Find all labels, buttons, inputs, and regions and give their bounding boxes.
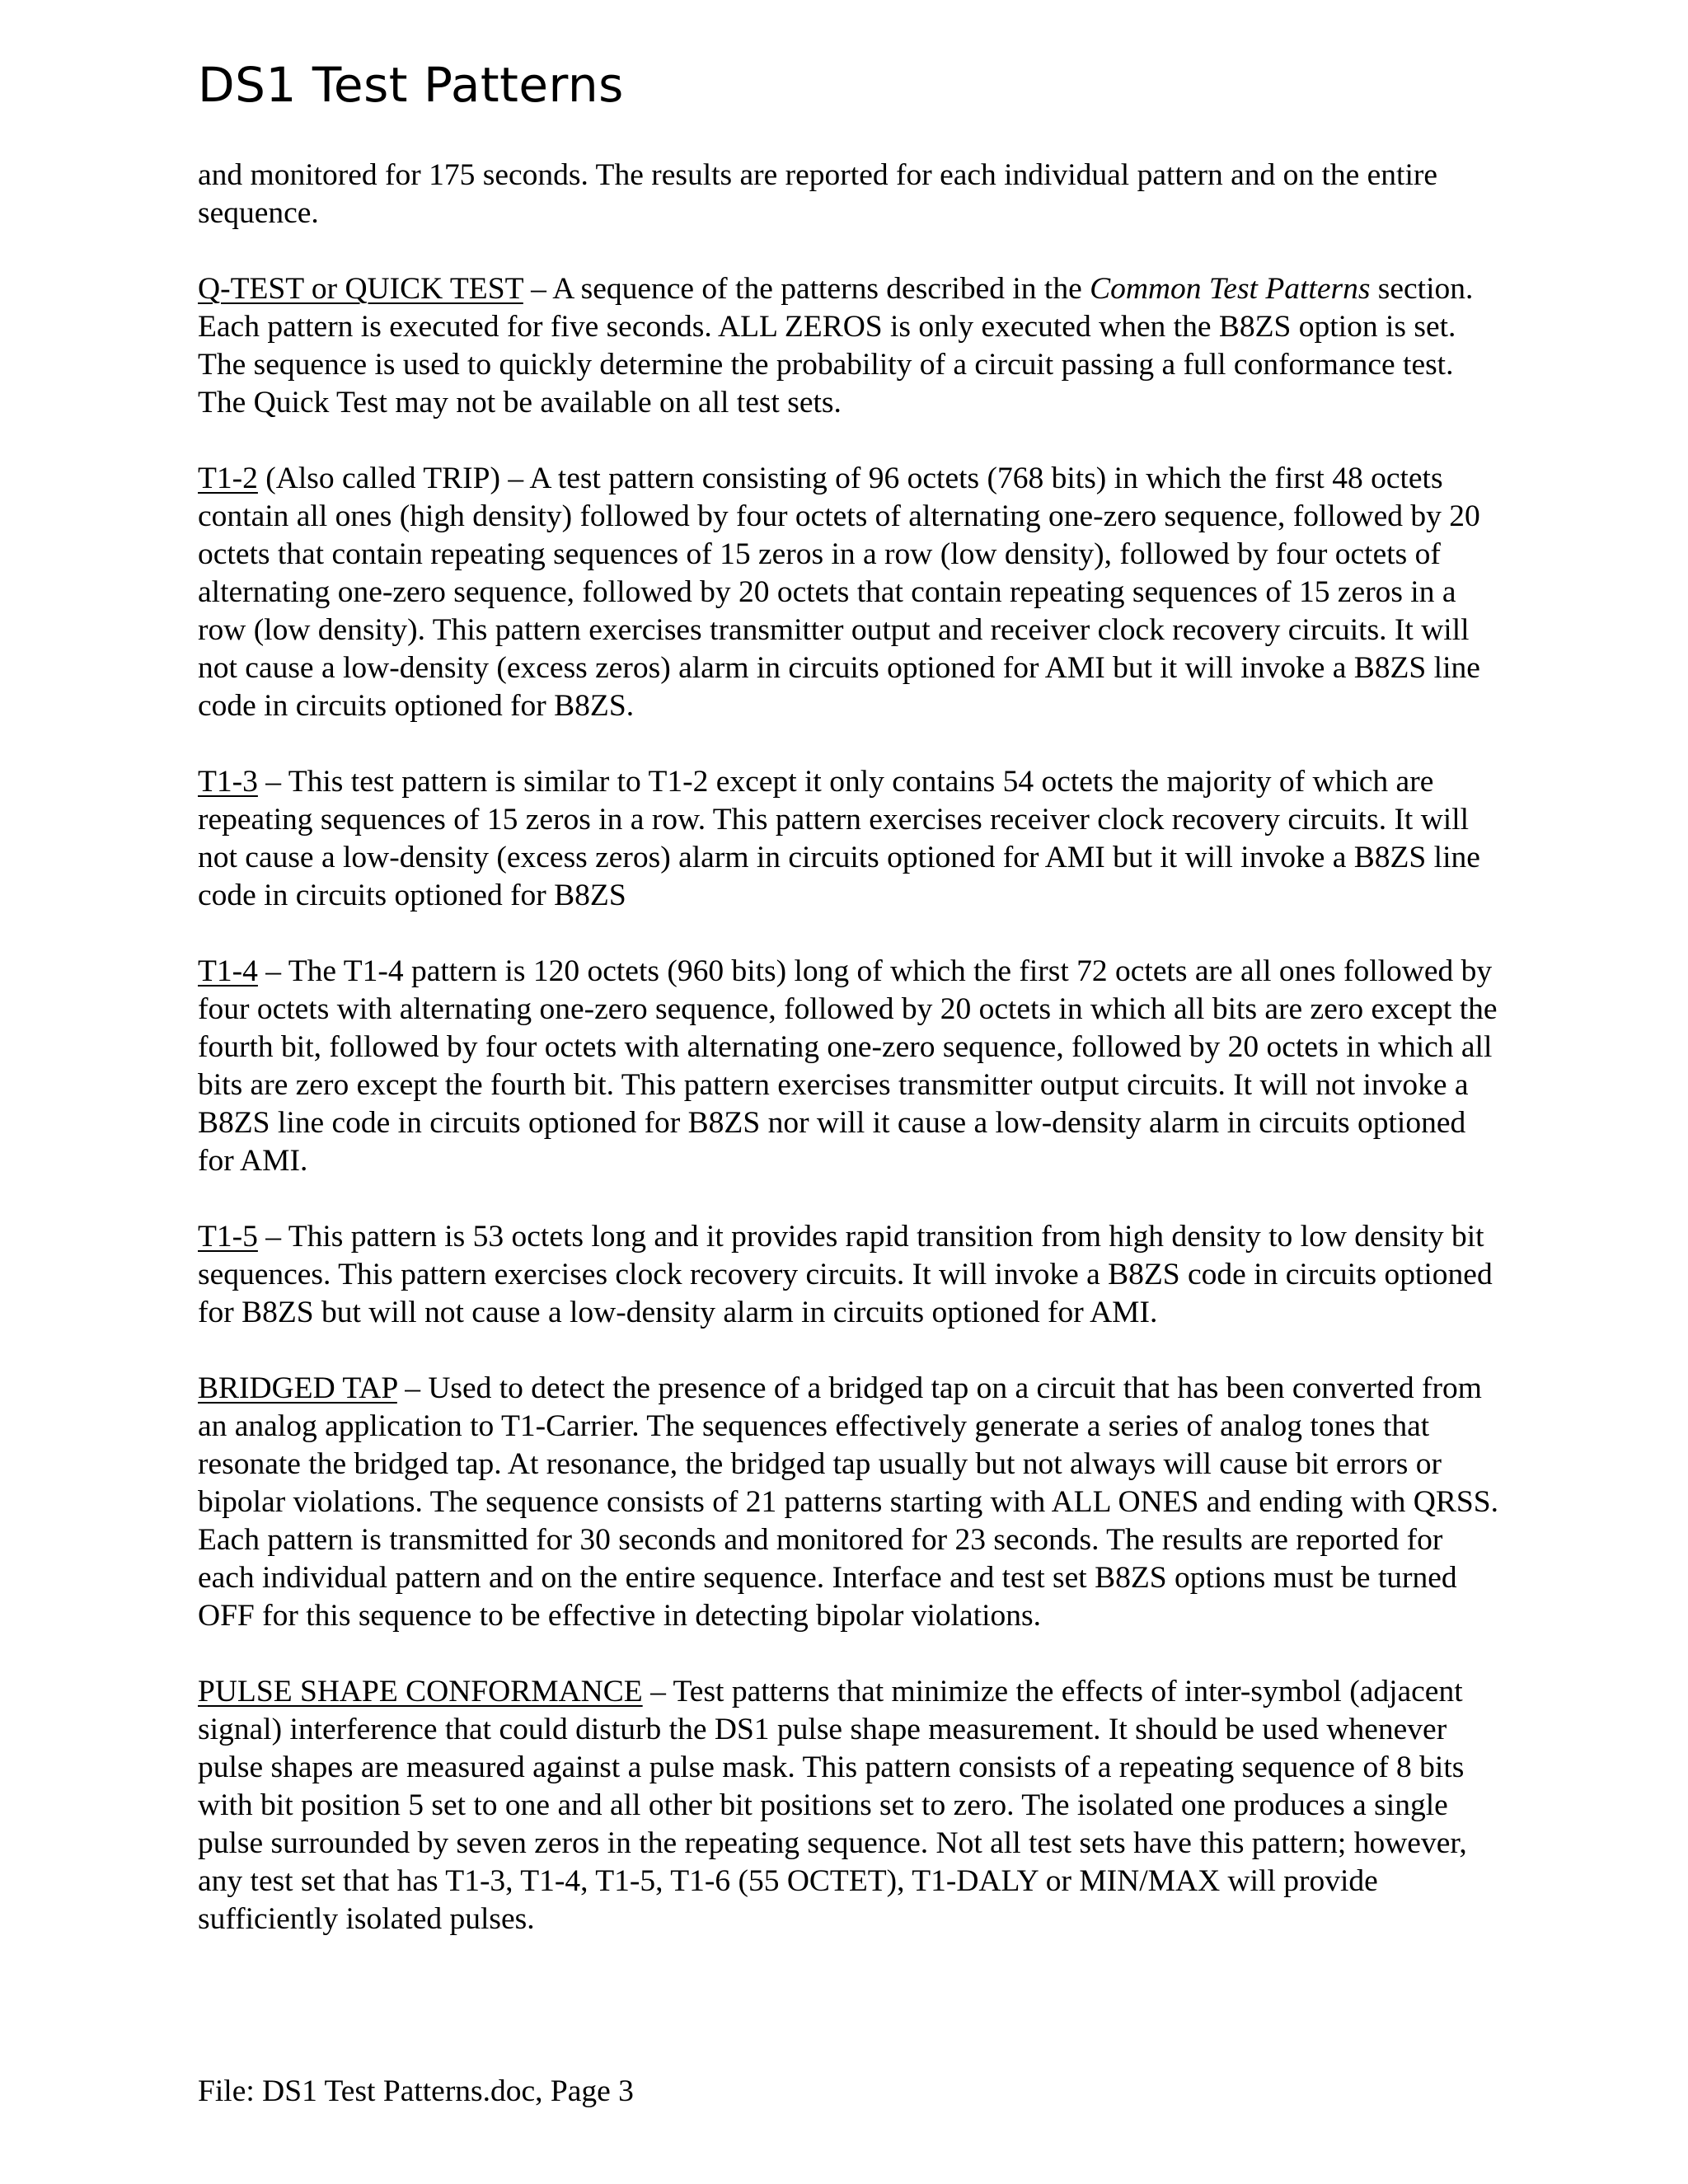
paragraph-text: – Used to detect the presence of a bridged tap on a circuit that has been converted from an analog application to T1-Carrier. The sequences effectively generate a series of analog tones that resonate the bridged tap. At resonance, the bridged tap usually but not always will cause bit errors or bipolar violations. The sequence consists of 21 patterns starting with ALL ONES and ending with QRSS. Each pattern is transmitted for 30 seconds and monitored for 23 seconds. The results are reported for each individual pattern and on the entire sequence. Interface and test set B8ZS options must be turned OFF for this sequence to be effective in detecting bipolar violations.	[198, 1371, 1498, 1633]
paragraph-text: (Also called TRIP) – A test pattern consisting of 96 octets (768 bits) in which the first 48 octets contain all ones (high density) followed by four octets of alternating one-zero sequence, followed by 20 octets that contain repeating sequences of 15 zeros in a row (low density), followed by four octets of alternating one-zero sequence, followed by 20 octets that contain repeating sequences of 15 zeros in a row (low density). This pattern exercises transmitter output and receiver clock recovery circuits. It will not cause a low-density (excess zeros) alarm in circuits optioned for AMI but it will invoke a B8ZS line code in circuits optioned for B8ZS.	[198, 462, 1480, 723]
paragraph-pulse-shape-conformance	[198, 1673, 1500, 1938]
paragraph-bridged-tap	[198, 1370, 1500, 1635]
term-t1-4: T1-4	[198, 954, 258, 988]
document-body	[198, 157, 1500, 1976]
term-bridged-tap: BRIDGED TAP	[198, 1371, 397, 1405]
term-t1-2: T1-2	[198, 462, 258, 495]
paragraph-t1-4	[198, 953, 1500, 1180]
emphasis-common-test-patterns: Common Test Patterns	[1090, 272, 1371, 306]
paragraph-t1-3	[198, 763, 1500, 915]
paragraph-text: section. Each pattern is executed for five seconds. ALL ZEROS is only executed when the B8ZS option is set. The sequence is used to quickly determine the probability of a circuit passing a full conformance test. The Quick Test may not be available on all test sets.	[198, 272, 1474, 419]
paragraph-text: – A sequence of the patterns described in the	[523, 272, 1090, 306]
paragraph-text: – The T1-4 pattern is 120 octets (960 bits) long of which the first 72 octets are all ones followed by four octets with alternating one-zero sequence, followed by 20 octets in which all bits are zero except the fourth bit, followed by four octets with alternating one-zero sequence, followed by 20 octets in which all bits are zero except the fourth bit. This pattern exercises transmitter output circuits. It will not invoke a B8ZS line code in circuits optioned for B8ZS nor will it cause a low-density alarm in circuits optioned for AMI.	[198, 954, 1498, 1178]
page-title: DS1 Test Patterns	[198, 57, 624, 113]
paragraph-continuation	[198, 157, 1500, 232]
paragraph-text: and monitored for 175 seconds. The results are reported for each individual pattern and on the entire sequence.	[198, 158, 1438, 230]
paragraph-t1-2	[198, 460, 1500, 725]
page-footer: File: DS1 Test Patterns.doc, Page 3	[198, 2074, 634, 2108]
paragraph-text: – Test patterns that minimize the effects of inter-symbol (adjacent signal) interference that could disturb the DS1 pulse shape measurement. It should be used whenever pulse shapes are measured against a pulse mask. This pattern consists of a repeating sequence of 8 bits with bit position 5 set to one and all other bit positions set to zero. The isolated one produces a single pulse surrounded by seven zeros in the repeating sequence. Not all test sets have this pattern; however, any test set that has T1-3, T1-4, T1-5, T1-6 (55 OCTET), T1-DALY or MIN/MAX will provide sufficiently isolated pulses.	[198, 1675, 1467, 1936]
term-q-test: Q-TEST or QUICK TEST	[198, 272, 523, 306]
term-t1-5: T1-5	[198, 1220, 258, 1254]
paragraph-text: – This pattern is 53 octets long and it provides rapid transition from high density to low density bit sequences. This pattern exercises clock recovery circuits. It will invoke a B8ZS code in circuits optioned for B8ZS but will not cause a low-density alarm in circuits optioned for AMI.	[198, 1220, 1493, 1329]
paragraph-q-test	[198, 270, 1500, 422]
paragraph-text: – This test pattern is similar to T1-2 except it only contains 54 octets the majority of which are repeating sequences of 15 zeros in a row. This pattern exercises receiver clock recovery circuits. It will not cause a low-density (excess zeros) alarm in circuits optioned for AMI but it will invoke a B8ZS line code in circuits optioned for B8ZS	[198, 765, 1480, 912]
term-t1-3: T1-3	[198, 765, 258, 799]
term-pulse-shape-conformance: PULSE SHAPE CONFORMANCE	[198, 1675, 643, 1708]
paragraph-t1-5	[198, 1218, 1500, 1332]
